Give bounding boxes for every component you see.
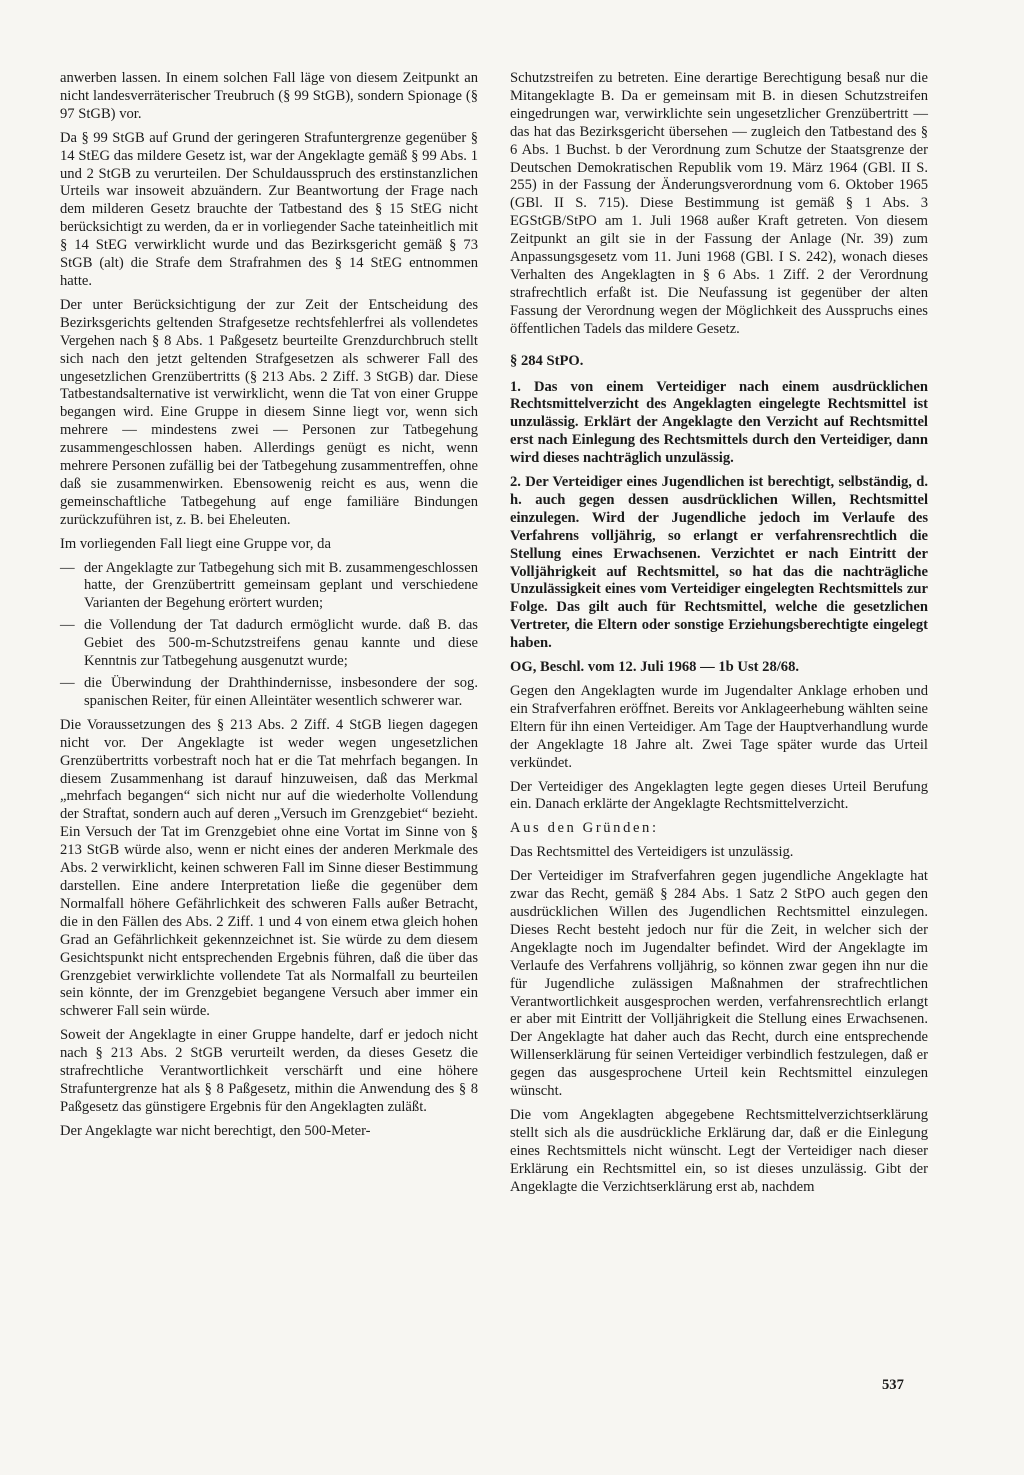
paragraph: Der unter Berücksichtigung der zur Zeit der Entscheidung des Bezirksgerichts geltenden Strafgesetze rechtsfehlerfrei als vollendetes Vergehen nach § 8 Abs. 1 Paßgesetz beurteilte Grenzdurchbruch stellt sich nach den jetzt geltenden Strafgesetzen als schwerer Fall des ungesetzlichen Grenzübertritts (§ 213 Abs. 2 Ziff. 3 StGB) dar. Diese Tatbestandsalternative ist verwirklicht, wenn die Tat von einer Gruppe begangen wird. Eine Gruppe in diesem Sinne liegt vor, wenn sich mehrere — mindestens zwei — Personen zur Tatbegehung zusammengeschlossen haben. Allerdings genügt es nicht, wenn mehrere Personen zufällig bei der Tatbegehung zusammentreffen, ohne daß sie zusammenwirken. Ebensowenig reicht es aus, wenn die gemeinschaftliche Tatbegehung auf enge familiäre Bindungen zurückzuführen ist, z. B. bei Eheleuten. <box>60 296 478 528</box>
list-item: — die Vollendung der Tat dadurch ermöglicht wurde. daß B. das Gebiet des 500-m-Schutzstreifens genau kannte und diese Kenntnis zur Tatbegehung ausgenutzt wurde; <box>60 617 478 671</box>
dash-list <box>60 560 478 711</box>
headnote-paragraph: OG, Beschl. vom 12. Juli 1968 — 1b Ust 28/68. <box>510 659 800 676</box>
paragraph: anwerben lassen. In einem solchen Fall läge von diesem Zeitpunkt an nicht landesverräterischer Treubruch (§ 99 StGB), sondern Spionage (§ 97 StGB) vor. <box>60 70 478 122</box>
headnote-paragraph: 1. Das von einem Verteidiger nach einem ausdrücklichen Rechtsmittelverzicht des Angeklagten eingelegte Rechtsmittel ist unzulässig. Erklärt der Angeklagte den Verzicht auf Rechtsmittel erst nach Einlegung des Rechtsmittels durch den Verteidiger, dann wird dieses nachträglich unzulässig. <box>510 378 928 467</box>
left-column <box>60 70 478 1147</box>
section-heading: § 284 StPO. <box>510 352 584 369</box>
paragraph: Der Verteidiger im Strafverfahren gegen jugendliche Angeklagte hat zwar das Recht, gemäß § 284 Abs. 1 Satz 2 StPO auch gegen den ausdrücklichen Willen des Jugendlichen Rechtsmittel einzulegen. Dieses Recht besteht jedoch nur für die Zeit, in welcher sich der Angeklagte noch im Jugendalter befindet. Wird der Angeklagte im Verlaufe des Verfahrens volljährig, so können zwar gegen ihn nur die für Jugendliche zulässigen Maßnahmen der strafrechtlichen Verantwortlichkeit ausgesprochen werden, verfahrensrechtlich erlangt er aber mit Eintritt der Volljährigkeit die Stellung eines Erwachsenen. Der Angeklagte hat daher auch das Recht, durch eine entsprechende Willenserklärung für seinen Verteidiger verbindlich festzulegen, daß er gegen das ausgesprochene Urteil kein Rechtsmittel einzulegen wünscht. <box>510 868 928 1100</box>
paragraph: Die vom Angeklagten abgegebene Rechtsmittelverzichtserklärung stellt sich als die ausdrückliche Erklärung dar, daß er die Einlegung eines Rechtsmittels nicht wünscht. Legt der Verteidiger nach dieser Erklärung ein Rechtsmittel ein, so ist dieses unzulässig. Gibt der Angeklagte die Verzichtserklärung erst ab, nachdem <box>510 1106 928 1195</box>
right-column <box>510 70 928 1202</box>
reasons-label: Aus den Gründen: <box>510 820 659 837</box>
paragraph: Die Voraussetzungen des § 213 Abs. 2 Ziff. 4 StGB liegen dagegen nicht vor. Der Angeklagte ist weder wegen ungesetzlichen Grenzübertritts vorbestraft noch hat er die Tat mehrfach begangen. In diesem Zusammenhang ist darauf hinzuweisen, daß das Merkmal „mehrfach begangen“ sich nicht nur auf die wiederholte Vollendung der Straftat, sondern auch auf deren „Versuch im Grenzgebiet“ bezieht. Ein Versuch der Tat im Grenzgebiet ohne eine Vortat im Sinne von § 213 StGB würde also, wenn er nicht eines der anderen Merkmale des Abs. 2 verwirklicht, keinen schweren Fall im Sinne dieser Bestimmung darstellen. Eine andere Interpretation ließe die gegenüber dem Normalfall höhere Gefährlichkeit des schweren Falls außer Betracht, die in den Fällen des Abs. 2 Ziff. 1 und 4 von einem etwa gleich hohen Grad an Gefährlichkeit gekennzeichnet ist. Sie würde zu dem diesem Gesichtspunkt nicht entsprechenden Ergebnis führen, daß die über das Grenzgebiet verwirklichte vollendete Tat als Normalfall zu beurteilen sein könnte, der im Grenzgebiet begangene Versuch aber immer ein schwerer Fall sein würde. <box>60 716 478 1020</box>
paragraph: Der Angeklagte war nicht berechtigt, den 500-Meter- <box>60 1122 371 1139</box>
page-number: 537 <box>882 1377 904 1393</box>
paragraph: Soweit der Angeklagte in einer Gruppe handelte, darf er jedoch nicht nach § 213 Abs. 2 StGB verurteilt werden, da dieses Gesetz die strafrechtliche Verantwortlichkeit verschärft und eine höhere Strafuntergrenze hat als § 8 Paßgesetz, mithin die Anwendung des § 8 Paßgesetz das günstigere Ergebnis für den Angeklagten zuläßt. <box>60 1027 478 1115</box>
list-item: — die Überwindung der Drahthindernisse, insbesondere der sog. spanischen Reiter, für einen Alleintäter wesentlich schwerer war. <box>60 675 478 711</box>
list-item: — der Angeklagte zur Tatbegehung sich mit B. zusammengeschlossen hatte, der Grenzübertritt gemeinsam geplant und verschiedene Varianten der Begehung erörtert wurden; <box>60 560 478 614</box>
paragraph: Schutzstreifen zu betreten. Eine derartige Berechtigung besaß nur die Mitangeklagte B. Da er gemeinsam mit B. in diesen Schutzstreifen eingedrungen war, verwirklichte sein ungesetzlicher Grenzübertritt — das hat das Bezirksgericht übersehen — zugleich den Tatbestand des § 6 Abs. 1 Buchst. b der Verordnung zum Schutze der Staatsgrenze der Deutschen Demokratischen Republik vom 19. März 1964 (GBl. II S. 255) in der Fassung der Änderungsverordnung vom 6. Oktober 1965 (GBl. II S. 715). Diese Bestimmung ist gemäß § 1 Abs. 3 EGStGB/StPO am 1. Juli 1968 außer Kraft getreten. Von diesem Zeitpunkt an gilt sie in der Fassung der Anlage (Nr. 39) zum Anpassungsgesetz vom 11. Juni 1968 (GBl. I S. 242), wonach dieses Verhalten des Angeklagten in § 6 Abs. 1 Ziff. 2 der Verordnung strafrechtlich erfaßt ist. Die Neufassung ist gegenüber der alten Fassung der Verordnung wegen der Möglichkeit des Ausspruchs eines öffentlichen Tadels das mildere Gesetz. <box>510 70 928 337</box>
paragraph: Im vorliegenden Fall liegt eine Gruppe vor, da <box>60 535 331 552</box>
paragraph: Gegen den Angeklagten wurde im Jugendalter Anklage erhoben und ein Strafverfahren eröffnet. Bereits vor Anklageerhebung wählten seine Eltern für ihn einen Verteidiger. Am Tage der Hauptverhandlung wurde der Angeklagte 18 Jahre alt. Zwei Tage später wurde das Urteil verkündet. <box>510 683 928 771</box>
paragraph: Da § 99 StGB auf Grund der geringeren Strafuntergrenze gegenüber § 14 StEG das mildere Gesetz ist, war der Angeklagte gemäß § 99 Abs. 1 und 2 StGB zu verurteilen. Der Schuldausspruch des erstinstanzlichen Urteils war insoweit abzuändern. Zur Beantwortung der Frage nach dem milderen Gesetz brauchte der Tatbestand des § 15 StEG nicht berücksichtigt zu werden, da er in vorliegender Sache tateinheitlich mit § 14 StEG verwirklicht wurde und das Bezirksgericht gemäß § 73 StGB (alt) die Strafe dem Strafrahmen des § 14 StEG entnommen hatte. <box>60 129 478 289</box>
paragraph: Das Rechtsmittel des Verteidigers ist unzulässig. <box>510 844 794 861</box>
paragraph: Der Verteidiger des Angeklagten legte gegen dieses Urteil Berufung ein. Danach erklärte der Angeklagte Rechtsmittelverzicht. <box>510 778 928 813</box>
headnote-paragraph: 2. Der Verteidiger eines Jugendlichen ist berechtigt, selbständig, d. h. auch gegen dessen ausdrücklichen Willen, Rechtsmittel einzulegen. Wird der Jugendliche jedoch im Verlaufe des Verfahrens volljährig, so erlangt er verfahrensrechtlich die Stellung eines Erwachsenen. Verzichtet er nach Eintritt der Volljährigkeit auf Rechtsmittel, so hat das die nachträgliche Unzulässigkeit eines vom Verteidiger eingelegten Rechtsmittels zur Folge. Das gilt auch für Rechtsmittel, welche die gesetzlichen Vertreter, die Eltern oder sonstige Erziehungsberechtigte eingelegt haben. <box>510 474 928 652</box>
